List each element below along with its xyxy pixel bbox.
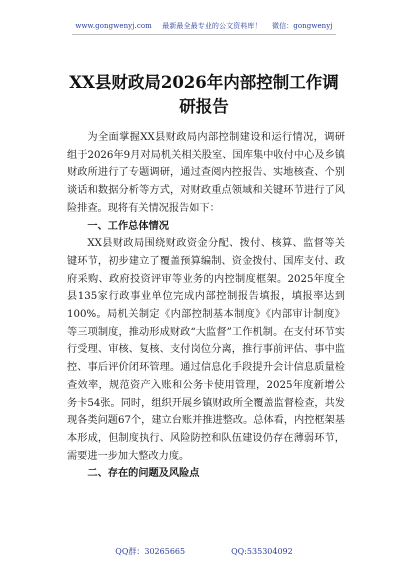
site-link[interactable]: www.gongwenyj.com <box>75 22 152 30</box>
header-bar <box>0 21 408 31</box>
intro-paragraph: 为全面掌握XX县财政局内部控制建设和运行情况，调研组于2026年9月对局机关相关股室、国库集中收付中心及乡镇财政所进行了专题调研，通过查阅内控报告、实地核查、个别谈话和数据分析等方式，对财政重点领域和关键环节进行了风险排查。现将有关情况报告如下： <box>67 132 345 214</box>
header-divider <box>72 34 336 35</box>
section-heading-overview: 一、工作总体情况 <box>87 220 169 232</box>
overview-paragraph: XX县财政局围绕财政资金分配、拨付、核算、监督等关键环节，初步建立了覆盖预算编制、资金拨付、国库支付、政府采购、政府投资评审等业务的内控制度框架。2025年度全县135家行政事业单位完成内部控制报告填报，填报率达到100%。局机关制定《内部控制基本制度》《内部审计制度》等三项制度，推动形成财政“大监督”工作机制。在支付环节实行受理、审核、复核、支付岗位分离，推行事前评估、事中监控、事后评价闭环管理。通过信息化手段提升会计信息质量检查效率，规范资产入账和公务卡使用管理，2025年度新增公务卡54张。同时，组织开展乡镇财政所全覆盖监督检查，共发现各类问题67个，建立台账并推进整改。总体看，内控框架基本形成，但制度执行、风险防控和队伍建设仍存在薄弱环节，需要进一步加大整改力度。 <box>67 238 345 462</box>
header-slogan: 最新最全最专业的公文资料库！ <box>162 22 262 30</box>
document-title: XX县财政局2026年内部控制工作调研报告 <box>69 73 339 116</box>
document-body <box>67 129 345 483</box>
footer-contact <box>0 546 408 557</box>
section-heading-problems: 二、存在的问题及风险点 <box>87 468 200 480</box>
header-wechat: 微信：gongwenyj <box>271 22 333 30</box>
footer-qq: QQ:535304092 <box>231 547 293 556</box>
footer-qq-group: QQ群：30265665 <box>115 547 186 556</box>
